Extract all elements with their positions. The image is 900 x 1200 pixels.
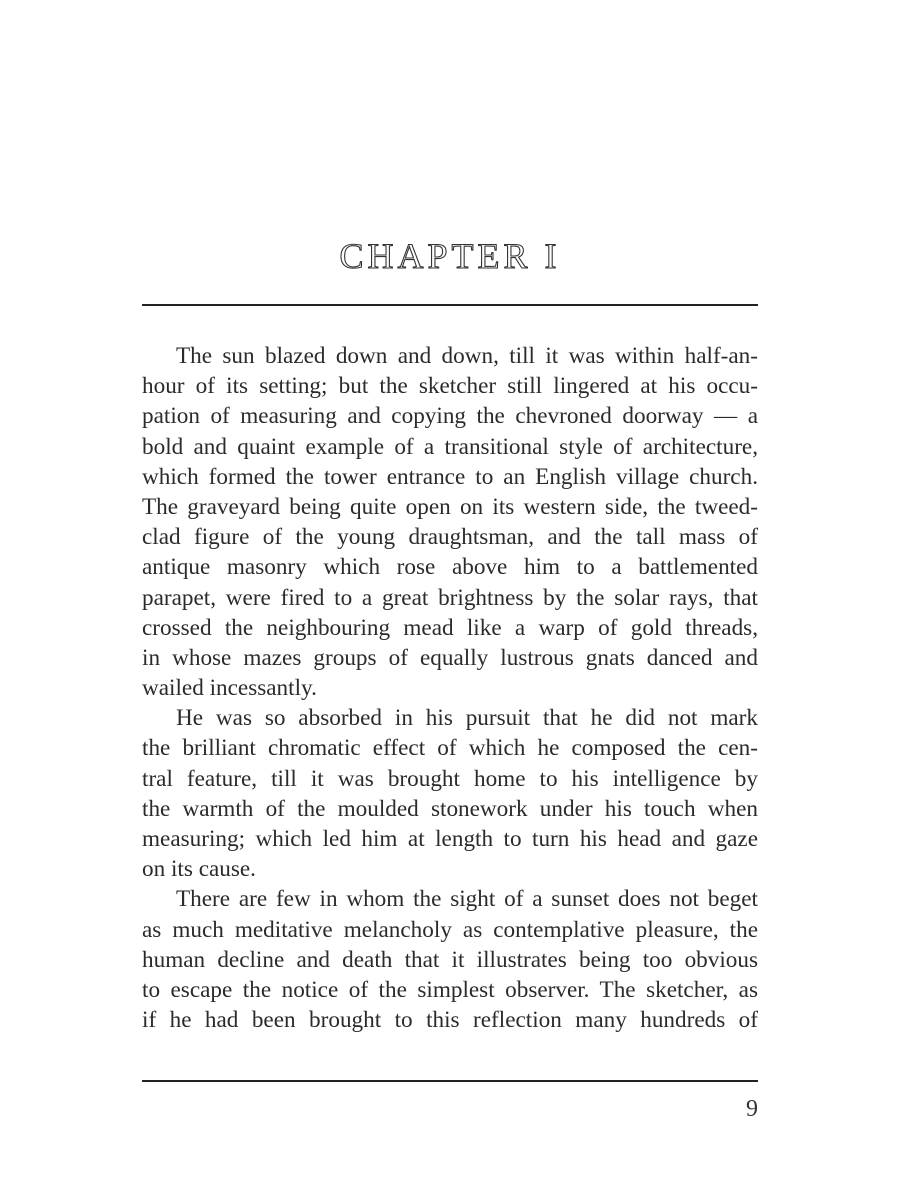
text-line: measuring; which led him at length to turn his head and gaze: [142, 826, 758, 852]
text-line: on its cause.: [142, 856, 256, 883]
text-line: There are few in whom the sight of a sunset does not beget: [176, 886, 758, 913]
page-number: 9: [746, 1096, 758, 1122]
text-line: the brilliant chromatic effect of which he composed the cen-: [142, 735, 758, 762]
chapter-title: CHAPTER I: [339, 236, 561, 276]
text-line: tral feature, till it was brought home to his intelligence by: [142, 765, 758, 792]
text-line: The sun blazed down and down, till it was within half-an-: [176, 343, 758, 369]
top-divider: [142, 304, 758, 306]
text-line: to escape the notice of the simplest observer. The sketcher, as: [142, 976, 758, 1003]
text-line: clad figure of the young draughtsman, and the tall mass of: [142, 524, 758, 551]
text-line: pation of measuring and copying the chevroned doorway — a: [142, 403, 758, 430]
text-line: crossed the neighbouring mead like a warp of gold threads,: [142, 614, 758, 641]
paragraph-3: [142, 884, 758, 1035]
text-line: He was so absorbed in his pursuit that he did not mark: [176, 705, 758, 732]
text-line: human decline and death that it illustrates being too obvious: [142, 946, 758, 973]
paragraph-2: [142, 703, 758, 884]
text-line: if he had been brought to this reflection many hundreds of: [142, 1007, 758, 1034]
text-line: which formed the tower entrance to an English village church.: [142, 463, 758, 490]
text-line: parapet, were fired to a great brightness by the solar rays, that: [142, 584, 758, 611]
text-line: in whose mazes groups of equally lustrous gnats danced and: [142, 644, 758, 671]
text-line: hour of its setting; but the sketcher still lingered at his occu-: [142, 373, 758, 400]
text-line: The graveyard being quite open on its western side, the tweed-: [142, 493, 758, 520]
paragraph-1: [142, 341, 758, 703]
text-line: bold and quaint example of a transitional style of architecture,: [142, 433, 758, 460]
text-line: as much meditative melancholy as contemplative pleasure, the: [142, 916, 758, 943]
text-line: the warmth of the moulded stonework under his touch when: [142, 795, 758, 822]
bottom-divider: [142, 1080, 758, 1082]
body-text: [142, 341, 758, 1035]
text-line: wailed incessantly.: [142, 675, 317, 702]
text-line: antique masonry which rose above him to a battlemented: [142, 554, 758, 581]
